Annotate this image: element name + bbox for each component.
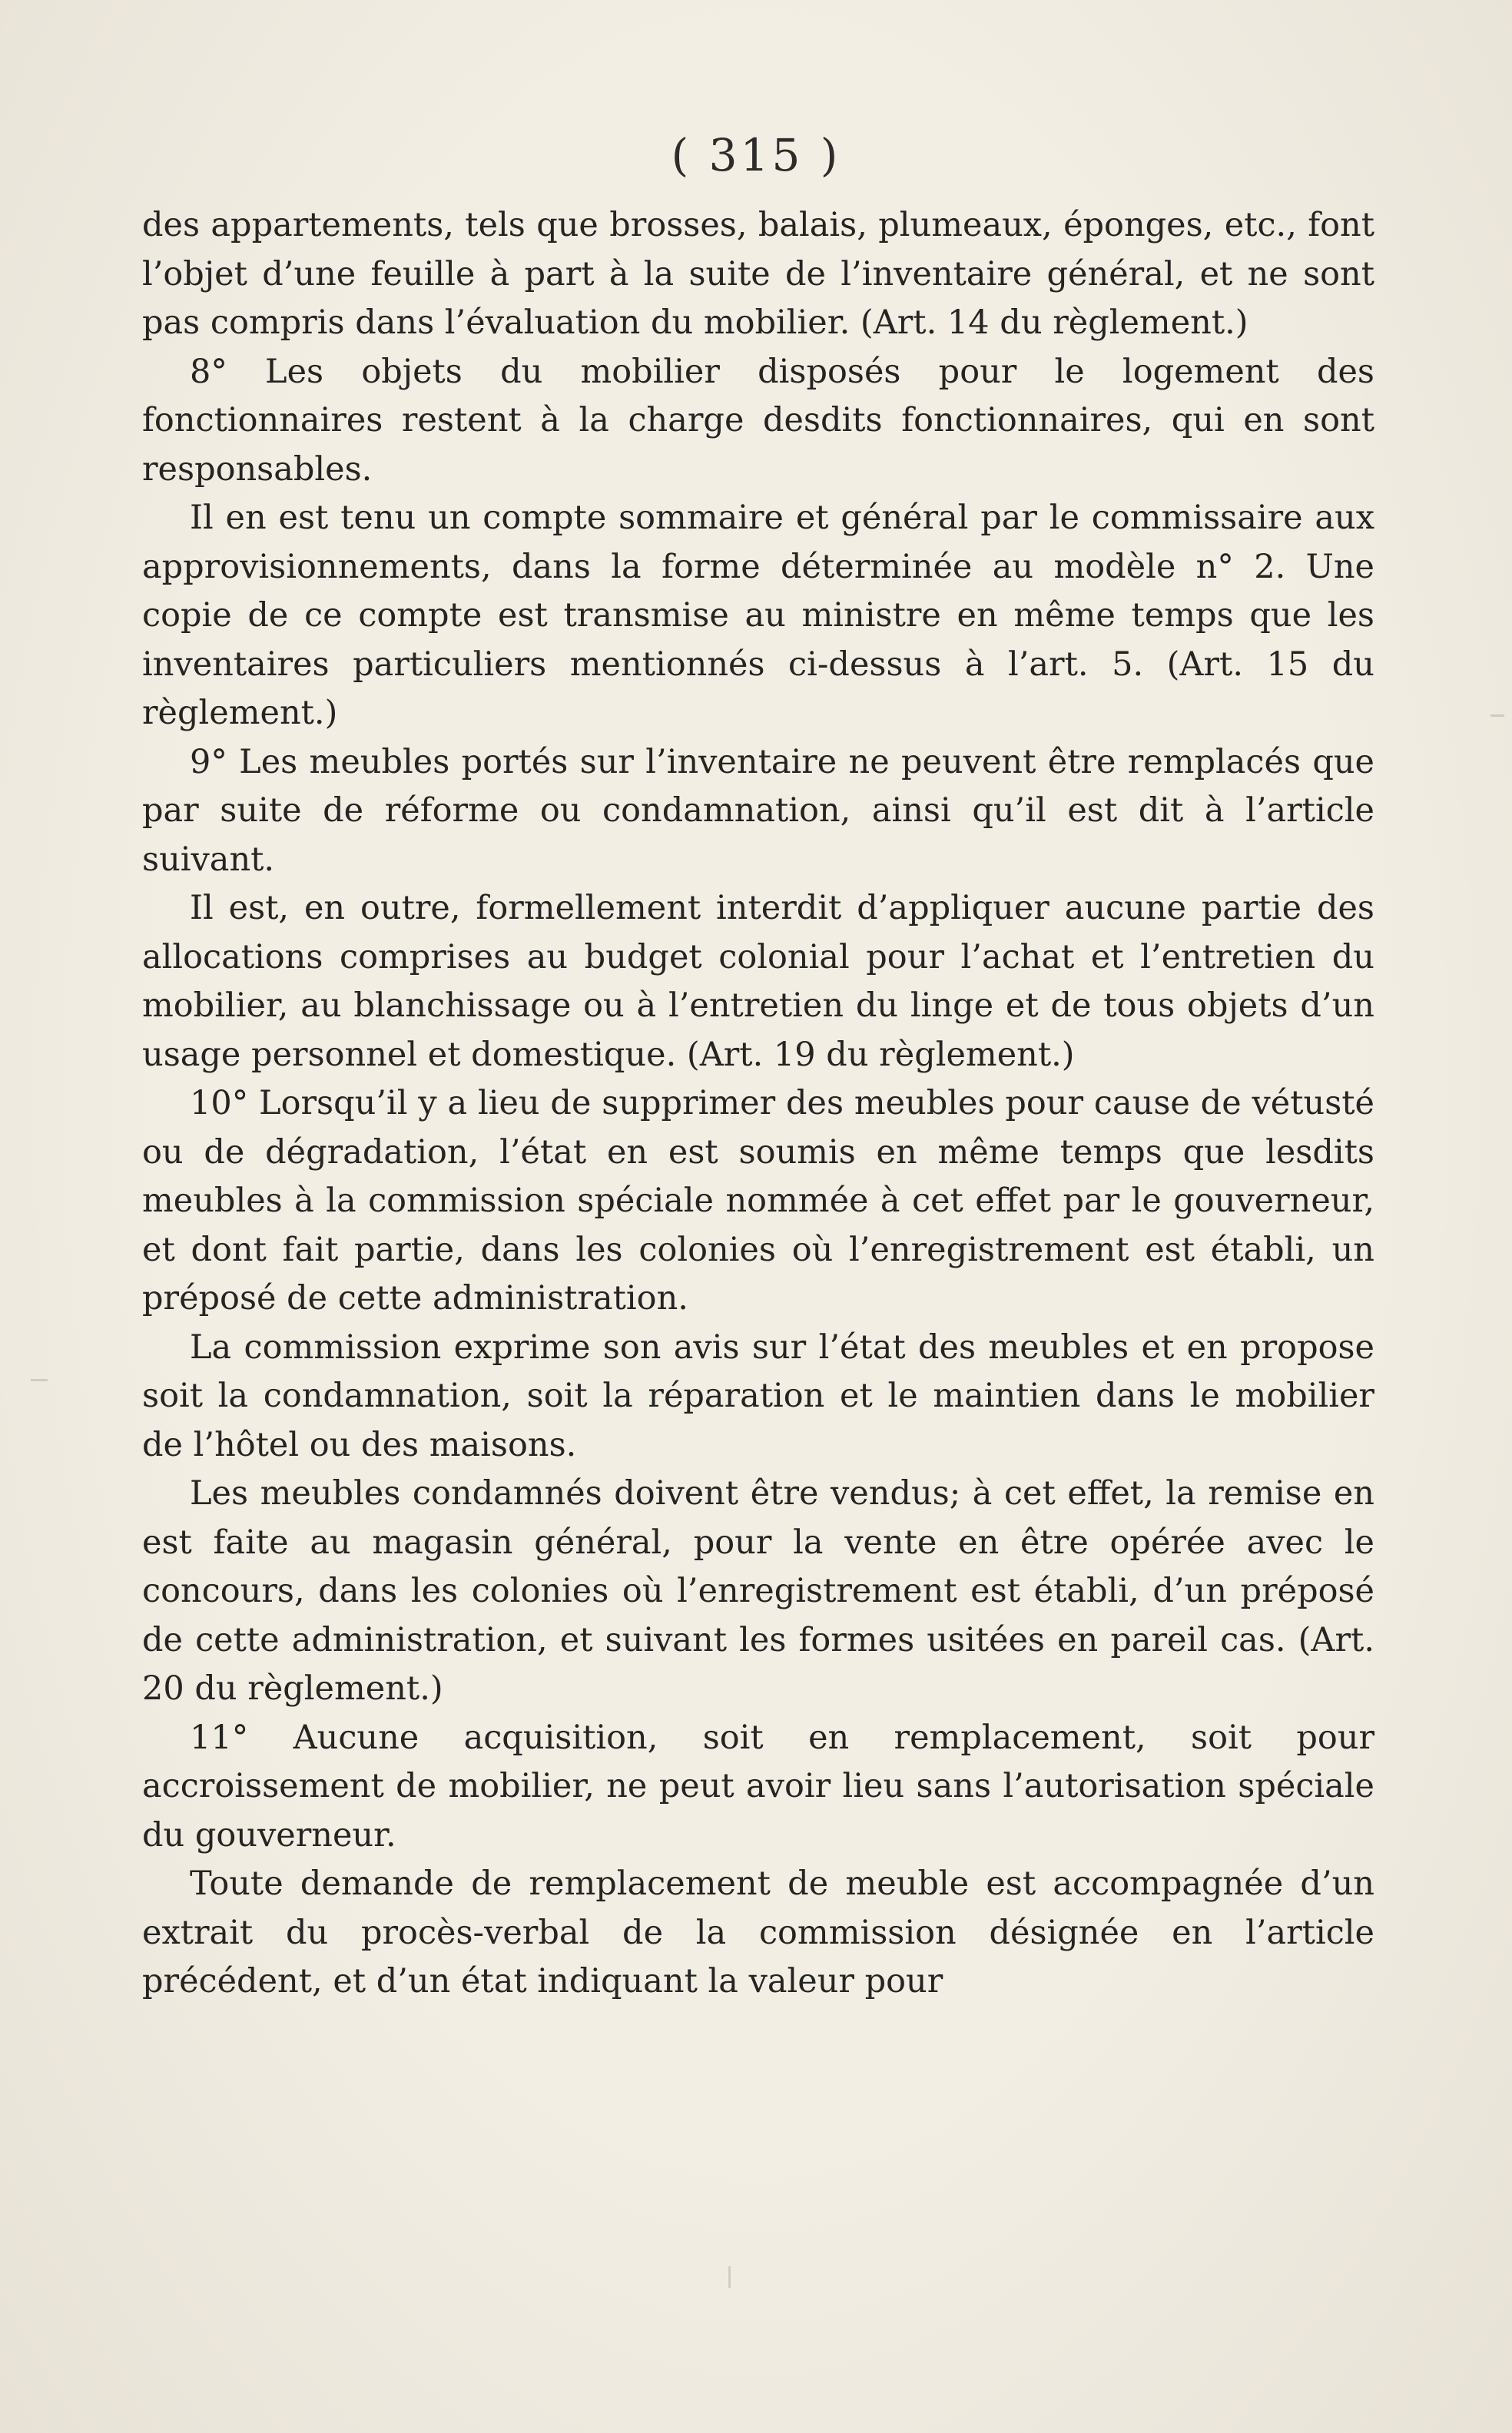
margin-mark <box>1490 714 1504 717</box>
paragraph-interdiction: Il est, en outre, formellement interdit d’appliquer aucune partie des allocations comprises au budget colonial pour l’achat et l’entretien du mobilier, au blanchissage ou à l’entretien du linge et de tous objets d’un usage personnel et domestique. (Art. 19 du règlement.) <box>142 889 1374 1074</box>
body-text <box>142 201 1374 2007</box>
paragraph-item-10: 10° Lorsqu’il y a lieu de supprimer des meubles pour cause de vétusté ou de dégradation, l’état en est soumis en même temps que lesdits meubles à la commission spéciale nommée à cet effet par le gouverneur, et dont fait partie, dans les colonies où l’enregistrement est établi, un préposé de cette administration. <box>142 1084 1374 1318</box>
paragraph-item-11: 11° Aucune acquisition, soit en remplacement, soit pour accroissement de mobilier, ne peut avoir lieu sans l’autorisation spéciale du gouverneur. <box>142 1718 1374 1855</box>
paragraph-article-14-continuation: des appartements, tels que brosses, balais, plumeaux, éponges, etc., font l’objet d’une feuille à part à la suite de l’inventaire général, et ne sont pas compris dans l’évaluation du mobilier. (Art. 14 du règlement.) <box>142 206 1374 342</box>
page-number: ( 315 ) <box>671 129 841 181</box>
paragraph-demande-remplacement: Toute demande de remplacement de meuble est accompagnée d’un extrait du procès-verbal de la commission désignée en l’article précédent, et d’un état indiquant la valeur pour <box>142 1865 1374 2000</box>
paragraph-compte-sommaire: Il en est tenu un compte sommaire et général par le commissaire aux approvisionnements, dans la forme déterminée au modèle n° 2. Une copie de ce compte est transmise au ministre en même temps que les inventaires particuliers mentionnés ci-dessus à l’art. 5. (Art. 15 du règlement.) <box>142 499 1374 732</box>
paragraph-avis-commission: La commission exprime son avis sur l’état des meubles et en propose soit la condamnation, soit la réparation et le maintien dans le mobilier de l’hôtel ou des maisons. <box>142 1328 1374 1464</box>
paragraph-meubles-condamnes: Les meubles condamnés doivent être vendus; à cet effet, la remise en est faite au magasin général, pour la vente en être opérée avec le concours, dans les colonies où l’enregistrement est établi, d’un préposé de cette administration, et suivant les formes usitées en pareil cas. (Art. 20 du règlement.) <box>142 1474 1374 1708</box>
paragraph-item-9: 9° Les meubles portés sur l’inventaire ne peuvent être remplacés que par suite de réforme ou condamnation, ainsi qu’il est dit à l’article suivant. <box>142 742 1374 879</box>
margin-mark <box>728 2266 731 2288</box>
margin-mark <box>31 1379 48 1381</box>
paragraph-item-8: 8° Les objets du mobilier disposés pour le logement des fonctionnaires restent à la charge desdits fonctionnaires, qui en sont responsables. <box>142 352 1374 489</box>
